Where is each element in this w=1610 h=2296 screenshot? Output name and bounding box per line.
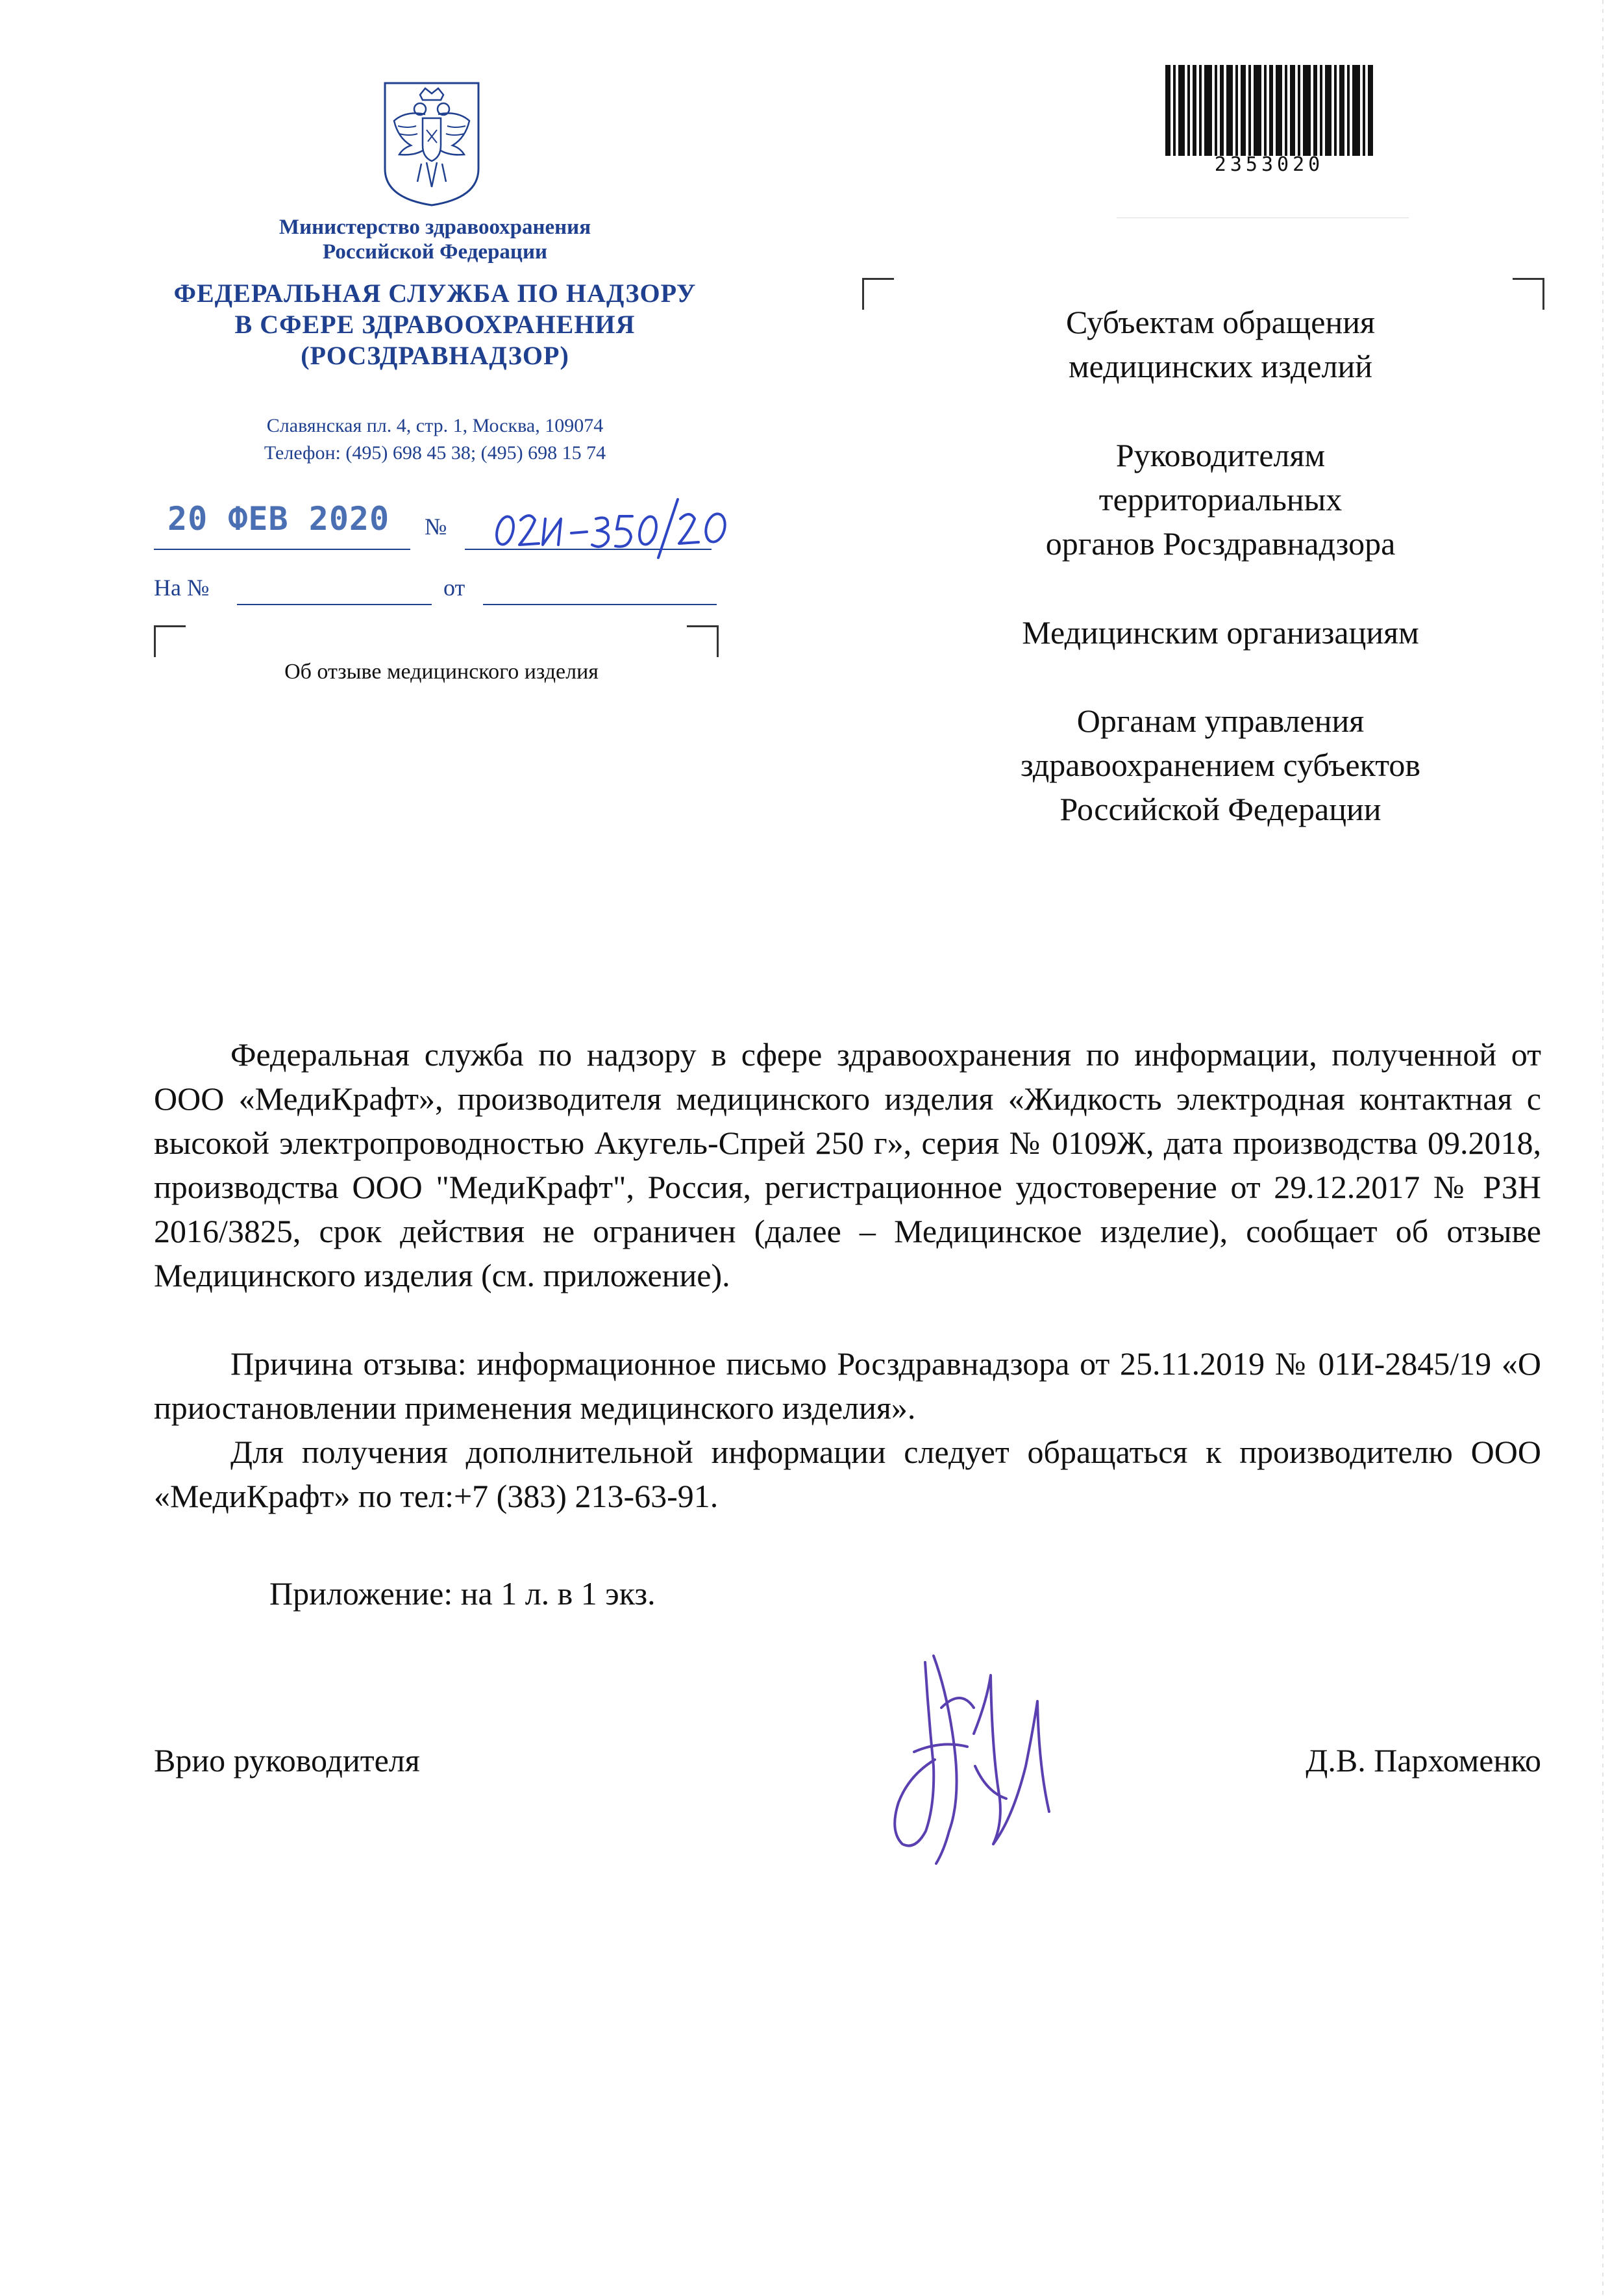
number-sign: № (425, 514, 447, 540)
addressee-block-1 (902, 300, 1539, 388)
body-paragraph-1: Федеральная служба по надзору в сфере здравоохранения по информации, полученной от ООО «МедиКрафт», производителя медицинского изделия «Жидкость электродная контактная с высокой электропроводностью Акугель-Спрей 250 г», серия № 0109Ж, дата производства 09.2018, производства ООО "МедиКрафт", Россия, регистрационное удостоверение от 29.12.2017 № РЗН 2016/3825, срок действия не ограничен (далее – Медицинское изделие), сообщает об отзыве Медицинского изделия (см. приложение). (154, 1036, 1541, 1293)
reply-to-underline (237, 604, 432, 605)
barcode-number: 2353020 (1214, 153, 1324, 176)
handwritten-signature (863, 1636, 1078, 1883)
addressee-line: здравоохранением субъектов (1020, 747, 1421, 783)
addressee-line: Медицинским организациям (1022, 614, 1419, 651)
address-line: Славянская пл. 4, стр. 1, Москва, 109074 (266, 415, 604, 436)
addressee-line: Субъектам обращения (1066, 304, 1375, 340)
subject-corner-right (687, 625, 719, 657)
body-paragraph-2: Причина отзыва: информационное письмо Росздравнадзора от 25.11.2019 № 01И-2845/19 «О приостановлении применения медицинского изделия». (154, 1345, 1541, 1426)
from-underline (483, 604, 717, 605)
ministry-name-line2: Российской Федерации (323, 240, 547, 264)
handwritten-reg-number (491, 490, 750, 562)
barcode-icon (1165, 65, 1373, 156)
letter-subject: Об отзыве медицинского изделия (284, 660, 599, 684)
addressee-corner-left (862, 278, 894, 310)
addressee-block-4 (902, 699, 1539, 831)
addressee-line: Руководителям (1115, 437, 1326, 473)
addressee-line: органов Росздравнадзора (1045, 525, 1396, 562)
date-stamp: 20 ФЕВ 2020 (167, 500, 390, 538)
reply-to-label: На № (154, 575, 210, 601)
signatory-role: Врио руководителя (154, 1742, 420, 1778)
attachment-note: Приложение: на 1 л. в 1 экз. (269, 1575, 656, 1612)
addressee-block-3 (902, 610, 1539, 655)
addressee-block-2 (902, 433, 1539, 566)
addressee-line: территориальных (1098, 481, 1343, 518)
body-paragraph-3: Для получения дополнительной информации следует обращаться к производителю ООО «МедиКрафт» по тел:+7 (383) 213-63-91. (154, 1434, 1541, 1514)
date-underline (154, 549, 410, 550)
service-name-line1: ФЕДЕРАЛЬНАЯ СЛУЖБА ПО НАДЗОРУ (173, 279, 697, 308)
addressee-line: Российской Федерации (1059, 791, 1381, 827)
from-label: от (443, 575, 465, 601)
phone-line: Телефон: (495) 698 45 38; (495) 698 15 74 (264, 442, 606, 464)
service-name-line3: (РОСЗДРАВНАДЗОР) (301, 341, 569, 370)
signatory-name: Д.В. Пархоменко (1306, 1742, 1541, 1778)
addressee-line: медицинских изделий (1068, 348, 1373, 384)
ministry-name-line1: Министерство здравоохранения (279, 216, 591, 239)
service-name-line2: В СФЕРЕ ЗДРАВООХРАНЕНИЯ (234, 310, 636, 339)
scan-edge-mark (1602, 0, 1604, 2296)
coat-of-arms-icon (380, 78, 484, 208)
addressee-line: Органам управления (1076, 703, 1365, 739)
subject-corner-left (154, 625, 186, 657)
